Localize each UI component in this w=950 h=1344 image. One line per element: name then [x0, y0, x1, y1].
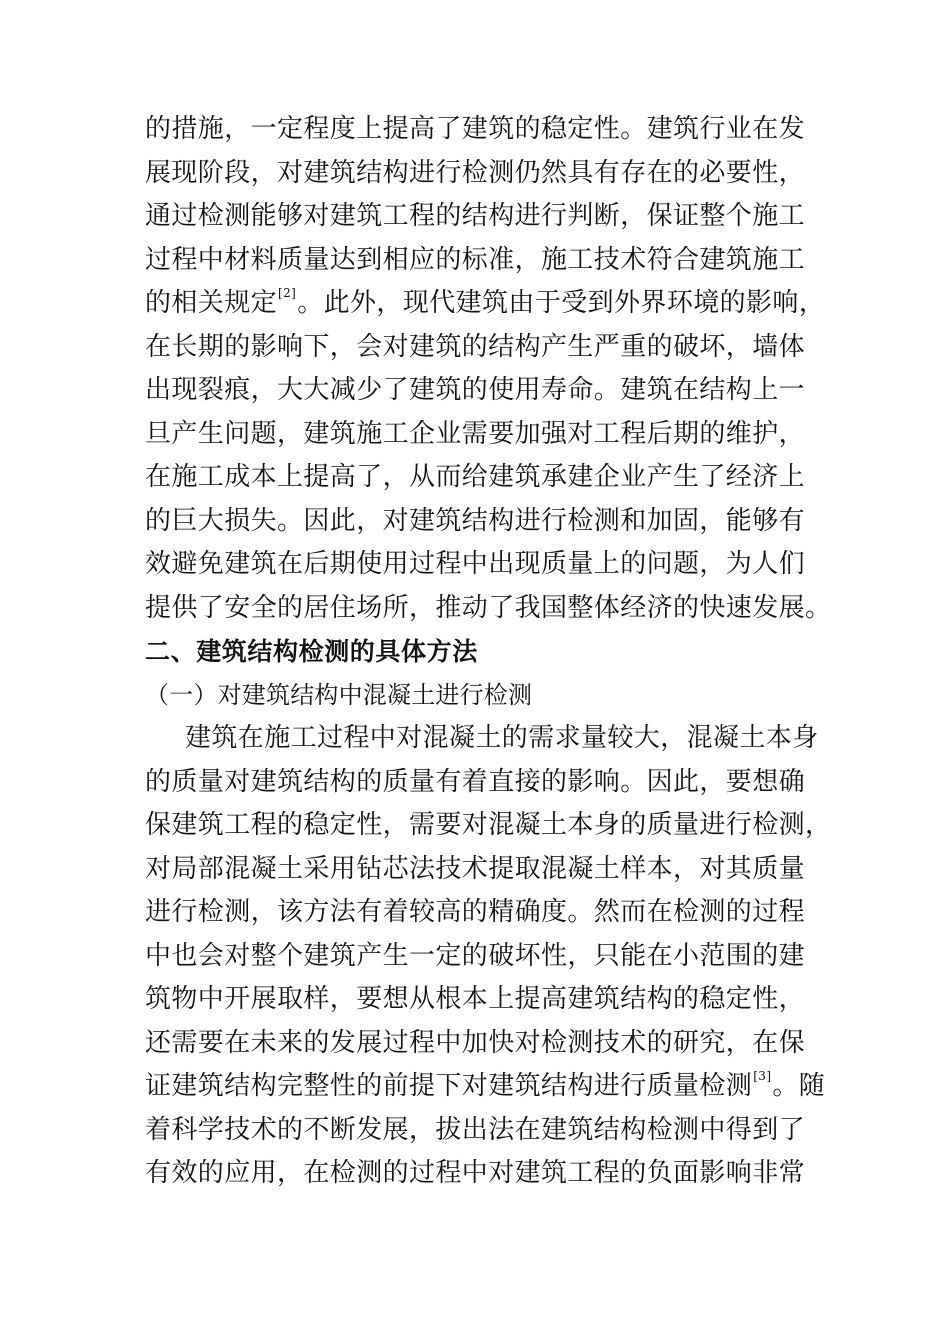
text-line: 有效的应用，在检测的过程中对建筑工程的负面影响非常	[145, 1158, 806, 1188]
text-line: 还需要在未来的发展过程中加快对检测技术的研究，在保	[145, 1027, 806, 1058]
text-line: 中也会对整个建筑产生一定的破坏性，只能在小范围的建	[145, 940, 806, 971]
text-line: 对局部混凝土采用钻芯法技术提取混凝土样本，对其质量	[145, 853, 806, 884]
text-segment: 的相关规定	[145, 288, 278, 318]
text-line: 筑物中开展取样，要想从根本上提高建筑结构的稳定性，	[145, 984, 806, 1014]
text-segment: 。随	[772, 1071, 826, 1101]
text-line: 通过检测能够对建筑工程的结构进行判断，保证整个施工	[145, 201, 806, 231]
text-line: 的巨大损失。因此，对建筑结构进行检测和加固，能够有	[145, 505, 806, 536]
text-line: 展现阶段，对建筑结构进行检测仍然具有存在的必要性，	[145, 157, 806, 188]
text-line: 着科学技术的不断发展，拔出法在建筑结构检测中得到了	[145, 1114, 806, 1145]
text-line: 建筑在施工过程中对混凝土的需求量较大，混凝土本身	[185, 723, 819, 753]
document-page	[145, 108, 845, 1196]
text-line: 效避免建筑在后期使用过程中出现质量上的问题，为人们	[145, 549, 806, 579]
text-line: 在施工成本上提高了，从而给建筑承建企业产生了经济上	[145, 462, 806, 492]
text-segment: 证建筑结构完整性的前提下对建筑结构进行质量检测	[145, 1071, 753, 1101]
text-line: 的措施，一定程度上提高了建筑的稳定性。建筑行业在发	[145, 114, 806, 144]
text-line: 过程中材料质量达到相应的标准，施工技术符合建筑施工	[145, 244, 806, 275]
text-line: 旦产生问题，建筑施工企业需要加强对工程后期的维护，	[145, 418, 806, 449]
section-heading: 二、建筑结构检测的具体方法	[145, 637, 478, 666]
text-line: 出现裂痕，大大减少了建筑的使用寿命。建筑在结构上一	[145, 375, 806, 405]
text-line: 进行检测，该方法有着较高的精确度。然而在检测的过程	[145, 897, 806, 927]
citation-ref: [3]	[753, 1069, 772, 1083]
subsection-heading: （一）对建筑结构中混凝土进行检测	[145, 680, 533, 709]
text-line: 保建筑工程的稳定性，需要对混凝土本身的质量进行检测，	[145, 810, 832, 840]
text-line: 在长期的影响下，会对建筑的结构产生严重的破坏，墙体	[145, 331, 806, 362]
text-segment: 。此外，现代建筑由于受到外界环境的影响，	[297, 288, 826, 318]
text-line-with-citation	[145, 282, 845, 326]
text-line-with-citation	[145, 1065, 845, 1109]
text-line: 提供了安全的居住场所，推动了我国整体经济的快速发展。	[145, 592, 832, 623]
text-line: 的质量对建筑结构的质量有着直接的影响。因此，要想确	[145, 766, 806, 797]
citation-ref: [2]	[278, 286, 297, 300]
